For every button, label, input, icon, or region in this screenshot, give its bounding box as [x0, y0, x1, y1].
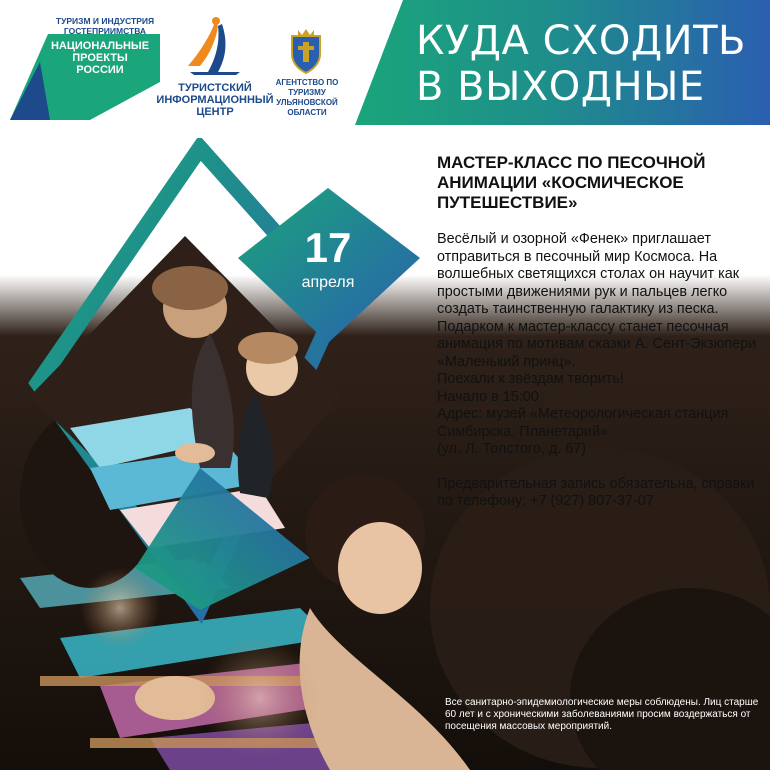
tourist-info-center-text: ТУРИСТСКИЙ ИНФОРМАЦИОННЫЙ ЦЕНТР	[156, 82, 274, 118]
event-gift: Подарком к мастер-классу станет песочная анимация по мотивам сказки А. Сент-Экзюпери «Маленький принц».	[437, 318, 757, 370]
tourist-info-center-logo	[170, 16, 260, 76]
event-date-day: 17	[304, 224, 352, 271]
event-start-time: Начало в 15:00	[437, 388, 539, 405]
banner-title: КУДА СХОДИТЬ В ВЫХОДНЫЕ	[416, 18, 746, 110]
sanitary-footnote: Все санитарно-эпидемиологические меры соблюдены. Лиц старше 60 лет и с хроническими заболеваниями просим воздержаться от посещения массовых мероприятий.	[445, 697, 759, 732]
event-body	[437, 231, 757, 511]
event-description: Весёлый и озорной «Фенек» приглашает отправиться в песочный мир Космоса. На волшебных светящихся столах он научит как простыми движениями рук и пальцев легко создать таинственную галактику из песка.	[437, 231, 740, 317]
agency-text: АГЕНТСТВО ПО ТУРИЗМУ УЛЬЯНОВСКОЙ ОБЛАСТИ	[275, 78, 339, 117]
ulyanovsk-coat-of-arms	[286, 28, 326, 74]
np-logo-top-text: ТУРИЗМ И ИНДУСТРИЯ ГОСТЕПРИИМСТВА	[55, 16, 155, 36]
np-logo-main-text: НАЦИОНАЛЬНЫЕ ПРОЕКТЫ РОССИИ	[50, 40, 150, 76]
event-address: Адрес: музей «Метеорологическая станция Симбирска. Планетарий» (ул. Л. Толстого, д. 67)	[437, 406, 729, 457]
event-registration: Предварительная запись обязательна, справки по телефону: +7 (927) 807-37-07	[437, 475, 755, 509]
event-title: МАСТЕР-КЛАСС ПО ПЕСОЧНОЙ АНИМАЦИИ «КОСМИЧЕСКОЕ ПУТЕШЕСТВИЕ»	[437, 153, 706, 212]
event-call: Поехали к звёздам творить!	[437, 371, 624, 387]
header	[0, 0, 770, 138]
event-date-month: апреля	[301, 274, 355, 291]
